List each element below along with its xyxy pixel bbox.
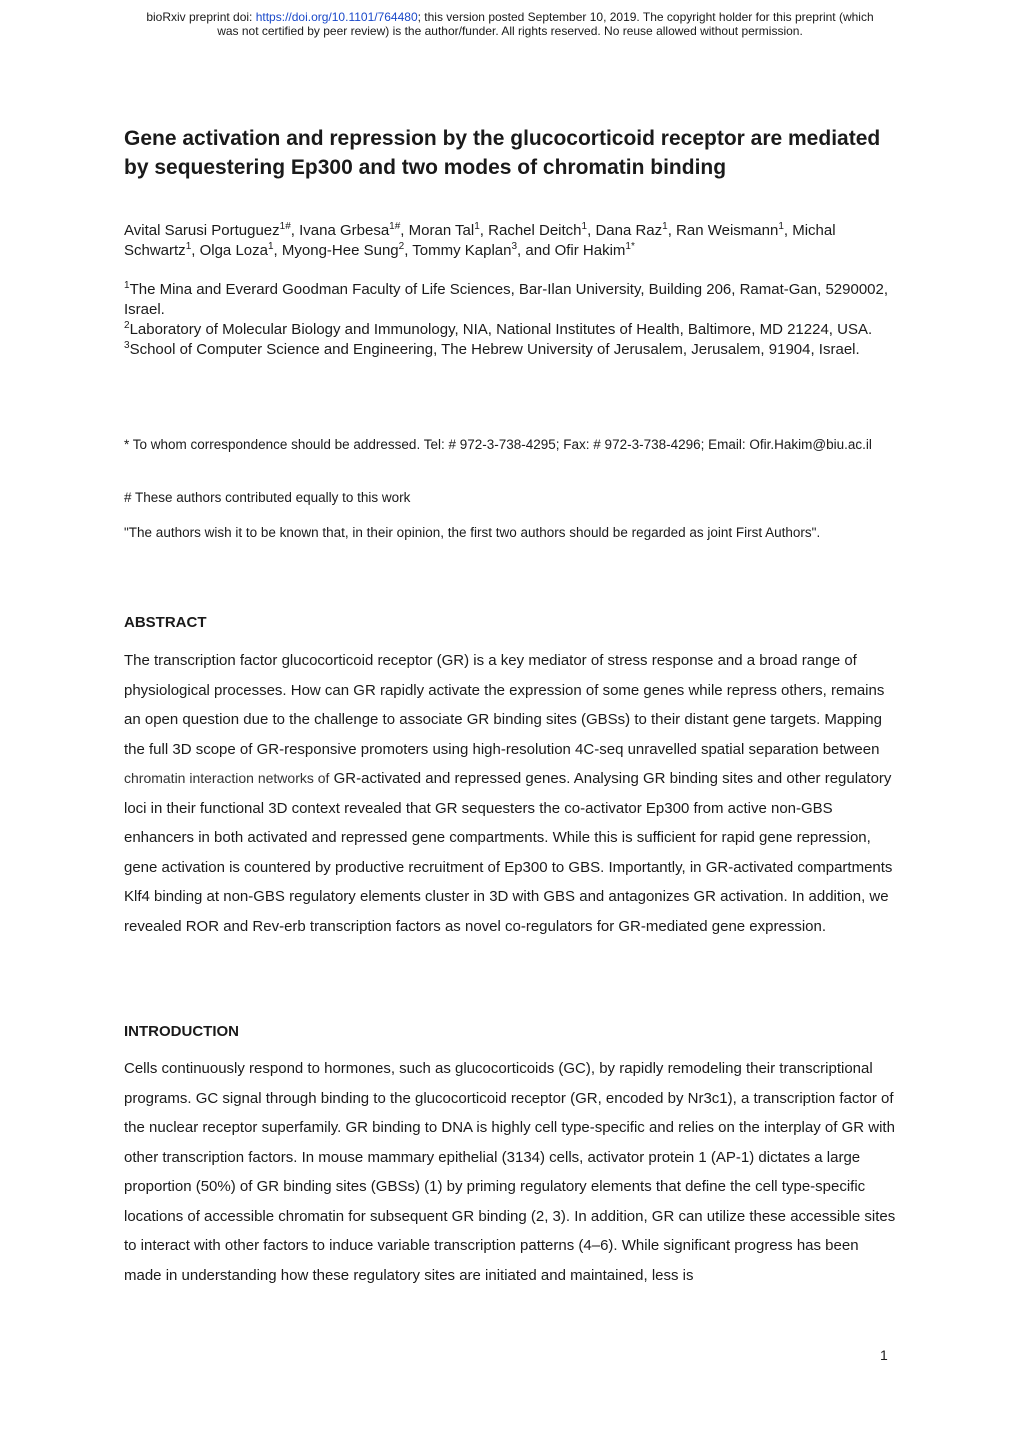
author-separator: , and [517,242,555,259]
author-name: Olga Loza [199,242,268,259]
author-affiliation-mark: 1 [778,221,784,232]
abstract-heading: ABSTRACT [124,614,207,631]
author-affiliation-mark: 1 [474,221,480,232]
author-separator: , [404,242,413,259]
author-name: Moran Tal [408,222,475,239]
author-separator: , [667,222,677,239]
author-list [124,221,898,261]
abstract-text-part-2: GR-activated and repressed genes. Analysing GR binding sites and other regulatory loci in their functional 3D context revealed that GR sequesters the co-activator Ep300 from active non-GBS enhancers in both activated and repressed gene compartments. While this is sufficient for rapid gene repression, gene activation is countered by productive recruitment of Ep300 to GBS. Importantly, in GR-activated compartments Klf4 binding at non-GBS regulatory elements cluster in 3D with GBS and antagonizes GR activation. In addition, we revealed ROR and Rev-erb transcription factors as novel co-regulators for GR-mediated gene expression. [124,770,893,935]
author-name: Ran Weismann [676,222,779,239]
author-affiliation-mark: 1* [625,241,635,252]
affiliation-text: The Mina and Everard Goodman Faculty of Life Sciences, Bar-Ilan University, Building 206, Ramat-Gan, 5290002, Israel. [124,281,889,318]
correspondence-note: * To whom correspondence should be addressed. Tel: # 972-3-738-4295; Fax: # 972-3-738-4296; Email: Ofir.Hakim@biu.ac.il [124,437,872,452]
banner-line-2: was not certified by peer review) is the author/funder. All rights reserved. No reuse allowed without permission. [217,24,803,38]
affiliation-text: School of Computer Science and Engineering, The Hebrew University of Jerusalem, Jerusalem, 91904, Israel. [129,341,860,358]
preprint-banner [0,10,1020,38]
author-separator: , [400,222,409,239]
affiliation-number: 3 [124,340,130,351]
author-name: Rachel Deitch [488,222,582,239]
affiliation-item [124,320,898,340]
abstract-text-muted: chromatin interaction networks of [124,770,330,786]
doi-link[interactable]: https://doi.org/10.1101/764480 [255,10,418,24]
author-affiliation-mark: 1 [185,241,192,252]
introduction-body: Cells continuously respond to hormones, such as glucocorticoids (GC), by rapidly remodeling their transcriptional programs. GC signal through binding to the glucocorticoid receptor (GR, encoded by Nr3c1), a transcription factor of the nuclear receptor superfamily. GR binding to DNA is highly cell type-specific and relies on the interplay of GR with other transcription factors. In mouse mammary epithelial (3134) cells, activator protein 1 (AP-1) dictates a large proportion (50%) of GR binding sites (GBSs) (1) by priming regulatory elements that define the cell type-specific locations of accessible chromatin for subsequent GR binding (2, 3). In addition, GR can utilize these accessible sites to interact with other factors to induce variable transcription patterns (4–6). While significant progress has been made in understanding how these regulatory sites are initiated and maintained, less is [124,1060,896,1284]
affiliation-text: Laboratory of Molecular Biology and Immunology, NIA, National Institutes of Health, Baltimore, MD 21224, USA. [129,321,873,338]
banner-prefix: bioRxiv preprint doi: [146,10,256,24]
introduction-heading: INTRODUCTION [124,1023,239,1040]
author-name: Ofir Hakim [554,242,626,259]
author-name: Dana Raz [595,222,663,239]
author-name: Michal Schwartz [124,222,836,259]
author-separator: , [587,222,596,239]
affiliation-number: 2 [124,320,130,331]
author-name: Tommy Kaplan [412,242,512,259]
author-affiliation-mark: 2 [398,241,405,252]
author-name: Avital Sarusi Portuguez [124,222,280,239]
equal-contribution-note: # These authors contributed equally to this work [124,490,411,505]
affiliation-item [124,280,898,320]
banner-suffix: ; this version posted September 10, 2019. The copyright holder for this preprint (which [417,10,874,24]
author-separator: , [479,222,489,239]
author-separator: , [783,222,793,239]
page-number: 1 [880,1347,888,1363]
author-affiliation-mark: 1 [662,221,668,232]
author-affiliation-mark: 3 [511,241,518,252]
author-name: Ivana Grbesa [299,222,390,239]
affiliations [124,280,898,360]
abstract-body [124,646,898,941]
author-affiliation-mark: 1 [581,221,588,232]
affiliation-item [124,340,898,360]
banner-line-1 [0,10,1020,24]
affiliation-number: 1 [124,280,130,291]
author-separator: , [191,242,200,259]
author-affiliation-mark: 1# [279,221,291,232]
joint-first-authors-note: "The authors wish it to be known that, in their opinion, the first two authors should be regarded as joint First Authors". [124,525,821,540]
abstract-text-part-1: The transcription factor glucocorticoid receptor (GR) is a key mediator of stress response and a broad range of physiological processes. How can GR rapidly activate the expression of some genes while repress others, remains an open question due to the challenge to associate GR binding sites (GBSs) to their distant gene targets. Mapping the full 3D scope of GR-responsive promoters using high-resolution 4C-seq unravelled spatial separation between [124,652,885,758]
author-separator: , [273,242,282,259]
author-affiliation-mark: 1 [267,241,274,252]
author-affiliation-mark: 1# [389,221,401,232]
paper-title: Gene activation and repression by the glucocorticoid receptor are mediated by sequestering Ep300 and two modes of chromatin binding [124,127,881,179]
author-name: Myong-Hee Sung [281,242,399,259]
author-separator: , [290,222,300,239]
